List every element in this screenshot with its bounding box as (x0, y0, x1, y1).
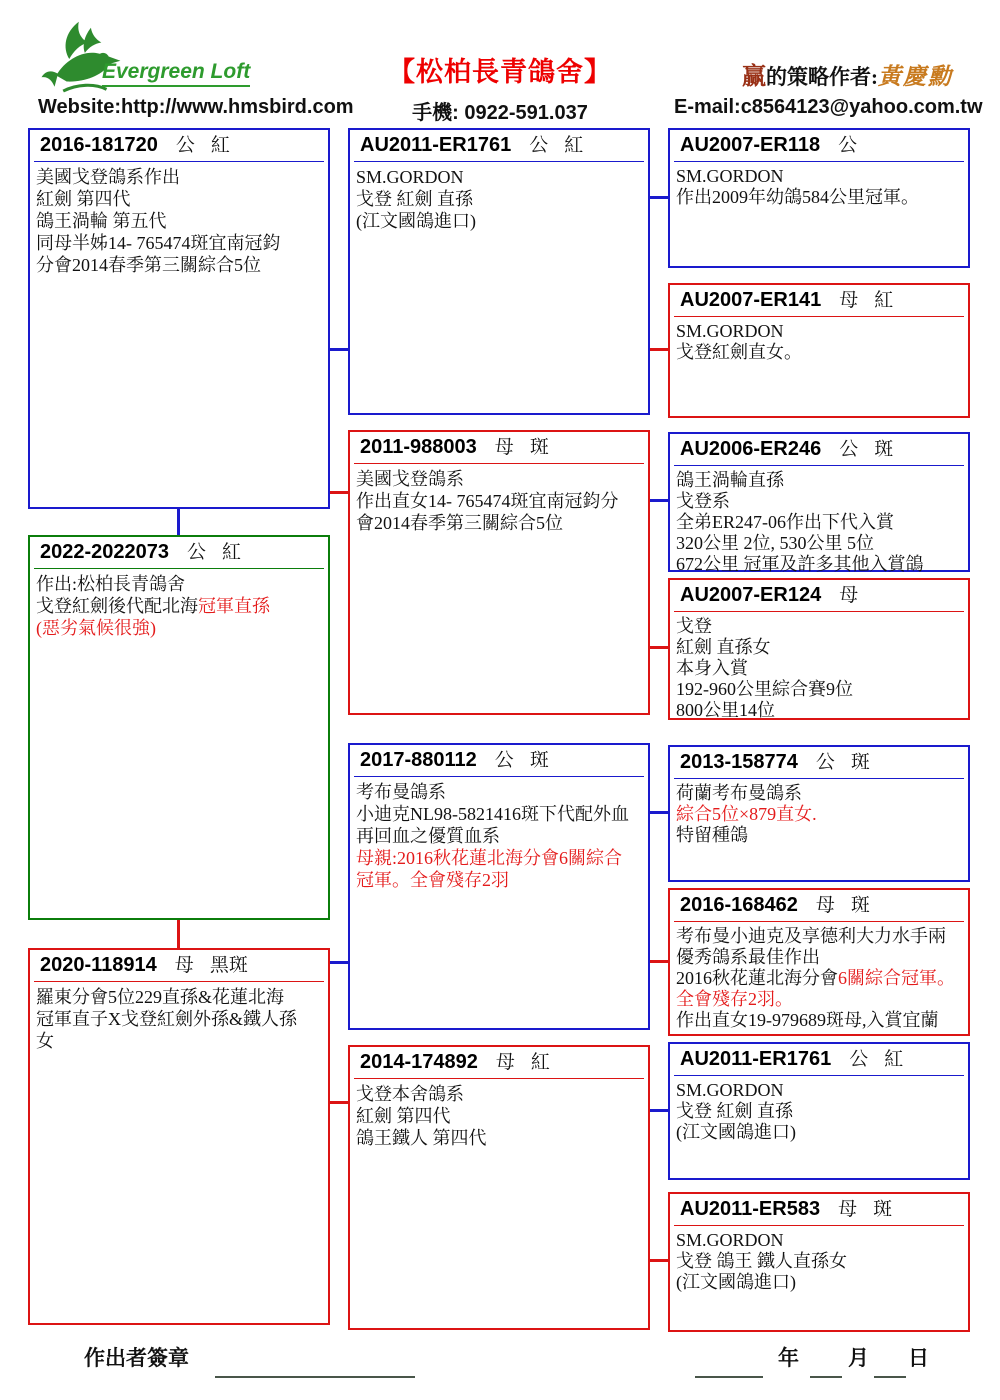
ring-number: 2016-181720 (40, 134, 158, 156)
pedigree-text: SM.GORDON (676, 321, 784, 341)
date-line-month (810, 1376, 842, 1378)
pedigree-box-dam-sire (348, 743, 650, 1030)
month-label: 月 (848, 1346, 869, 1370)
pedigree-text: 會2014春季第三關綜合5位 (356, 513, 563, 533)
connector-line (650, 1259, 668, 1262)
pedigree-text: 美國戈登鴿系作出 (36, 167, 180, 187)
highlight-text: (惡劣氣候很強) (36, 618, 156, 638)
feather-color-label: 紅 (210, 135, 230, 156)
ring-number: AU2007-ER118 (680, 134, 821, 156)
highlight-text: 冠軍直孫 (198, 596, 270, 616)
box-title (674, 1044, 964, 1076)
pedigree-text-line (676, 187, 962, 208)
ring-number: 2020-118914 (40, 954, 157, 976)
box-body (30, 162, 328, 276)
pedigree-text: 鴿王鐵人 第四代 (356, 1128, 487, 1148)
pedigree-text: 戈登 紅劍 直孫 (676, 1101, 793, 1121)
phone-label: 手機: (412, 102, 459, 124)
author-credit (742, 56, 953, 91)
pedigree-text-line (676, 1251, 962, 1272)
pedigree-text: (江文國鴿進口) (676, 1272, 796, 1292)
connector-line (177, 509, 180, 535)
feather-color-label: 斑 (850, 752, 870, 773)
sex-label: 公 (187, 542, 207, 563)
pedigree-box-sire-sire-dam (668, 283, 970, 418)
pedigree-text-line (356, 781, 642, 803)
pedigree-text-line (36, 1030, 322, 1052)
box-title (674, 580, 964, 612)
pedigree-text-line (676, 637, 962, 658)
connector-line (650, 960, 668, 963)
pedigree-text: 戈登 紅劍 直孫 (356, 189, 473, 209)
pedigree-text-line (36, 617, 322, 639)
website-line (38, 96, 354, 119)
pedigree-text-line (356, 188, 642, 210)
connector-line (650, 646, 668, 649)
box-title (674, 434, 964, 466)
pedigree-text-line (356, 847, 642, 869)
email-line (674, 96, 983, 119)
highlight-text: 全會殘存2羽。 (676, 989, 793, 1009)
box-body (350, 777, 648, 891)
pedigree-text: 鴿王渦輪 第五代 (36, 211, 167, 231)
box-body (30, 569, 328, 639)
ring-number: 2017-880112 (360, 749, 477, 771)
pedigree-text: SM.GORDON (356, 167, 464, 187)
pedigree-text-line (36, 595, 322, 617)
pedigree-text-line (676, 825, 962, 846)
feather-color-label: 斑 (874, 439, 894, 460)
pedigree-text-line (356, 490, 642, 512)
pedigree-text: 192-960公里綜合賽9位 (676, 679, 853, 699)
author-win-word: 赢 (742, 64, 766, 90)
ring-number: AU2007-ER124 (680, 584, 822, 606)
pedigree-text-line (676, 512, 962, 533)
box-body (670, 1076, 968, 1143)
ring-number: AU2011-ER583 (680, 1198, 821, 1220)
connector-line (330, 491, 348, 494)
pedigree-text: 紅劍 直孫女 (676, 637, 771, 657)
pedigree-text-line (36, 188, 322, 210)
ring-number: AU2006-ER246 (680, 438, 822, 460)
pedigree-text: 荷蘭考布曼鴿系 (676, 783, 802, 803)
sex-label: 母 (174, 955, 194, 976)
pedigree-text: SM.GORDON (676, 1080, 784, 1100)
feather-color-label: 紅 (564, 135, 584, 156)
pedigree-text-line (676, 342, 962, 363)
phone-line (348, 96, 652, 125)
pedigree-text-line (676, 1122, 962, 1143)
sex-label: 母 (839, 290, 859, 311)
box-body (670, 466, 968, 575)
signature-line (215, 1376, 415, 1378)
pedigree-text: 分會2014春季第三關綜合5位 (36, 255, 261, 275)
pedigree-text-line (356, 1127, 642, 1149)
pedigree-text-line (676, 679, 962, 700)
pedigree-box-dam-sire-dam (668, 888, 970, 1036)
signature-label: 作出者簽章 (84, 1346, 189, 1370)
pedigree-text-line (676, 968, 962, 989)
pedigree-text-line (356, 1083, 642, 1105)
pedigree-text-line (356, 512, 642, 534)
ring-number: 2016-168462 (680, 894, 798, 916)
box-title (34, 130, 324, 162)
connector-line (650, 348, 668, 351)
pedigree-text-line (676, 491, 962, 512)
pedigree-text: 女 (36, 1031, 54, 1051)
pedigree-text-line (36, 986, 322, 1008)
pedigree-text-line (676, 947, 962, 968)
feather-color-label: 斑 (873, 1199, 893, 1220)
pedigree-text-line (676, 926, 962, 947)
pedigree-text: 紅劍 第四代 (36, 189, 131, 209)
pedigree-text: 冠軍直子X戈登紅劍外孫&鐵人孫 (36, 1009, 297, 1029)
pedigree-text: 本身入賞 (676, 658, 748, 678)
pedigree-text-line (676, 658, 962, 679)
feather-color-label: 紅 (530, 1052, 550, 1073)
pedigree-text: 小迪克NL98-5821416斑下代配外血 (356, 804, 629, 824)
pedigree-text-line (356, 468, 642, 490)
pedigree-text-line (676, 321, 962, 342)
pedigree-text: 戈登系 (676, 491, 730, 511)
pedigree-text: 戈登 (676, 616, 712, 636)
pedigree-text-line (36, 573, 322, 595)
pedigree-text: SM.GORDON (676, 1230, 784, 1250)
pedigree-text-line (356, 825, 642, 847)
pedigree-text: 美國戈登鴿系 (356, 469, 464, 489)
pedigree-text-line (676, 1230, 962, 1251)
box-title (34, 537, 324, 569)
pedigree-text: 考布曼鴿系 (356, 782, 446, 802)
pedigree-text-line (36, 166, 322, 188)
box-title (354, 130, 644, 162)
pedigree-text: 320公里 2位, 530公里 5位 (676, 533, 874, 553)
website-label: Website: (38, 96, 121, 118)
loft-name-english: Evergreen Loft (102, 60, 250, 87)
connector-line (650, 1109, 668, 1112)
pedigree-text-line (676, 804, 962, 825)
box-title (674, 285, 964, 317)
sex-label: 公 (839, 439, 859, 460)
connector-line (330, 348, 348, 351)
pedigree-box-dam-dam-dam (668, 1192, 970, 1332)
pedigree-text: 考布曼小迪克及享德利大力水手兩 (676, 926, 946, 946)
box-body (670, 162, 968, 208)
pedigree-text: 作出直女19-979689斑母,入賞宜蘭 (676, 1010, 939, 1030)
pedigree-box-dam-dam (348, 1045, 650, 1330)
ring-number: AU2007-ER141 (680, 289, 822, 311)
pedigree-box-subject (28, 535, 330, 920)
ring-number: 2013-158774 (680, 751, 798, 773)
box-body (670, 922, 968, 1031)
sex-label: 公 (529, 135, 549, 156)
pedigree-text-line (676, 783, 962, 804)
box-body (670, 317, 968, 363)
pedigree-box-sire-sire-sire (668, 128, 970, 268)
feather-color-label: 斑 (529, 750, 549, 771)
box-body (30, 982, 328, 1052)
pedigree-box-sire-dam-sire (668, 432, 970, 572)
page-title: 【松柏長青鴿舍】 (388, 57, 612, 87)
pedigree-box-dam-dam-sire (668, 1042, 970, 1180)
pedigree-text: 再回血之優質血系 (356, 826, 500, 846)
pedigree-text: 戈登 鴿王 鐵人直孫女 (676, 1251, 847, 1271)
pedigree-text-line (676, 616, 962, 637)
pedigree-text: 作出直女14- 765474斑宜南冠鈞分 (356, 491, 619, 511)
sex-label: 母 (494, 437, 514, 458)
sex-label: 母 (838, 1199, 858, 1220)
year-label: 年 (778, 1346, 799, 1370)
highlight-text: 6關綜合冠軍。 (838, 968, 955, 988)
box-body (670, 779, 968, 846)
box-body (350, 162, 648, 232)
email-label: E-mail: (674, 96, 741, 118)
pedigree-text: (江文國鴿進口) (356, 211, 476, 231)
pedigree-text: 作出2009年幼鴿584公里冠軍。 (676, 187, 919, 207)
pedigree-text-line (356, 1105, 642, 1127)
pedigree-text-line (676, 1010, 962, 1031)
pedigree-text: (江文國鴿進口) (676, 1122, 796, 1142)
pedigree-text-line (676, 166, 962, 187)
pedigree-text: 作出:松柏長青鴿舍 (36, 574, 186, 594)
sex-label: 公 (838, 135, 858, 156)
pedigree-text-line (356, 803, 642, 825)
highlight-text: 冠軍。全會殘存2羽 (356, 870, 509, 890)
box-title (674, 890, 964, 922)
feather-color-label: 紅 (874, 290, 894, 311)
pedigree-text-line (676, 554, 962, 575)
pedigree-text: 戈登紅劍後代配北海 (36, 596, 198, 616)
pedigree-text-line (36, 232, 322, 254)
pedigree-text: 優秀鴿系最佳作出 (676, 947, 820, 967)
connector-line (330, 1101, 348, 1104)
pedigree-text: 全弟ER247-06作出下代入賞 (676, 512, 894, 532)
box-title (674, 1194, 964, 1226)
pedigree-text-line (356, 210, 642, 232)
feather-color-label: 紅 (222, 542, 242, 563)
pedigree-text: 2016秋花蓮北海分會 (676, 968, 838, 988)
ring-number: AU2011-ER1761 (680, 1048, 832, 1070)
sex-label: 公 (494, 750, 514, 771)
email-address: c8564123@yahoo.com.tw (740, 96, 983, 118)
pedigree-box-sire (28, 128, 330, 509)
pedigree-text: 特留種鴿 (676, 825, 748, 845)
pedigree-text-line (676, 1272, 962, 1293)
sex-label: 母 (839, 585, 859, 606)
day-label: 日 (908, 1346, 929, 1370)
pedigree-text-line (356, 166, 642, 188)
pedigree-text-line (676, 1101, 962, 1122)
pedigree-text: 戈登本舍鴿系 (356, 1084, 464, 1104)
author-label: 的策略作者: (766, 65, 878, 89)
connector-line (330, 961, 348, 964)
box-title (674, 747, 964, 779)
box-body (350, 1079, 648, 1149)
pedigree-text-line (36, 254, 322, 276)
pedigree-text: 羅東分會5位229直孫&花蓮北海 (36, 987, 284, 1007)
feather-color-label: 斑 (529, 437, 549, 458)
pedigree-text-line (676, 533, 962, 554)
box-title (34, 950, 324, 982)
pedigree-box-sire-dam-dam (668, 578, 970, 720)
feather-color-label: 紅 (884, 1049, 904, 1070)
ring-number: AU2011-ER1761 (360, 134, 512, 156)
highlight-text: 母親:2016秋花蓮北海分會6關綜合 (356, 848, 622, 868)
box-body (350, 464, 648, 534)
author-name: 黃慶勳 (878, 64, 953, 89)
pedigree-box-sire-dam (348, 430, 650, 715)
date-line-day (874, 1376, 906, 1378)
pedigree-text-line (676, 470, 962, 491)
pedigree-text-line (36, 210, 322, 232)
connector-line (650, 499, 668, 502)
highlight-text: 綜合5位×879直女. (676, 804, 817, 824)
ring-number: 2022-2022073 (40, 541, 170, 563)
pedigree-text: 鴿王渦輪直孫 (676, 470, 784, 490)
ring-number: 2011-988003 (360, 436, 477, 458)
ring-number: 2014-174892 (360, 1051, 478, 1073)
feather-color-label: 斑 (850, 895, 870, 916)
connector-line (650, 196, 668, 199)
box-title (354, 1047, 644, 1079)
box-body (670, 1226, 968, 1293)
box-title (674, 130, 964, 162)
sex-label: 母 (815, 895, 835, 916)
pedigree-box-dam-sire-sire (668, 745, 970, 882)
sex-label: 公 (815, 752, 835, 773)
pedigree-box-dam (28, 948, 330, 1325)
website-url: http://www.hmsbird.com (120, 96, 354, 118)
pedigree-text: 800公里14位 (676, 700, 775, 720)
box-title (354, 432, 644, 464)
sex-label: 公 (175, 135, 195, 156)
pedigree-text-line (36, 1008, 322, 1030)
pedigree-text: 672公里 冠軍及許多其他入賞鴿 (676, 554, 924, 574)
pedigree-text: 紅劍 第四代 (356, 1106, 451, 1126)
pedigree-text-line (356, 869, 642, 891)
pedigree-box-sire-sire (348, 128, 650, 415)
phone-number: 0922-591.037 (464, 102, 588, 124)
connector-line (177, 920, 180, 948)
pedigree-text-line (676, 989, 962, 1010)
date-line-year (695, 1376, 763, 1378)
connector-line (650, 811, 668, 814)
pedigree-text-line (676, 1080, 962, 1101)
feather-color-label: 黑斑 (209, 955, 248, 976)
pedigree-text: 同母半姊14- 765474斑宜南冠鈞 (36, 233, 281, 253)
pedigree-text: SM.GORDON (676, 166, 784, 186)
sex-label: 母 (495, 1052, 515, 1073)
box-body (670, 612, 968, 721)
pedigree-text: 戈登紅劍直女。 (676, 342, 802, 362)
pedigree-text-line (676, 700, 962, 721)
box-title (354, 745, 644, 777)
sex-label: 公 (849, 1049, 869, 1070)
